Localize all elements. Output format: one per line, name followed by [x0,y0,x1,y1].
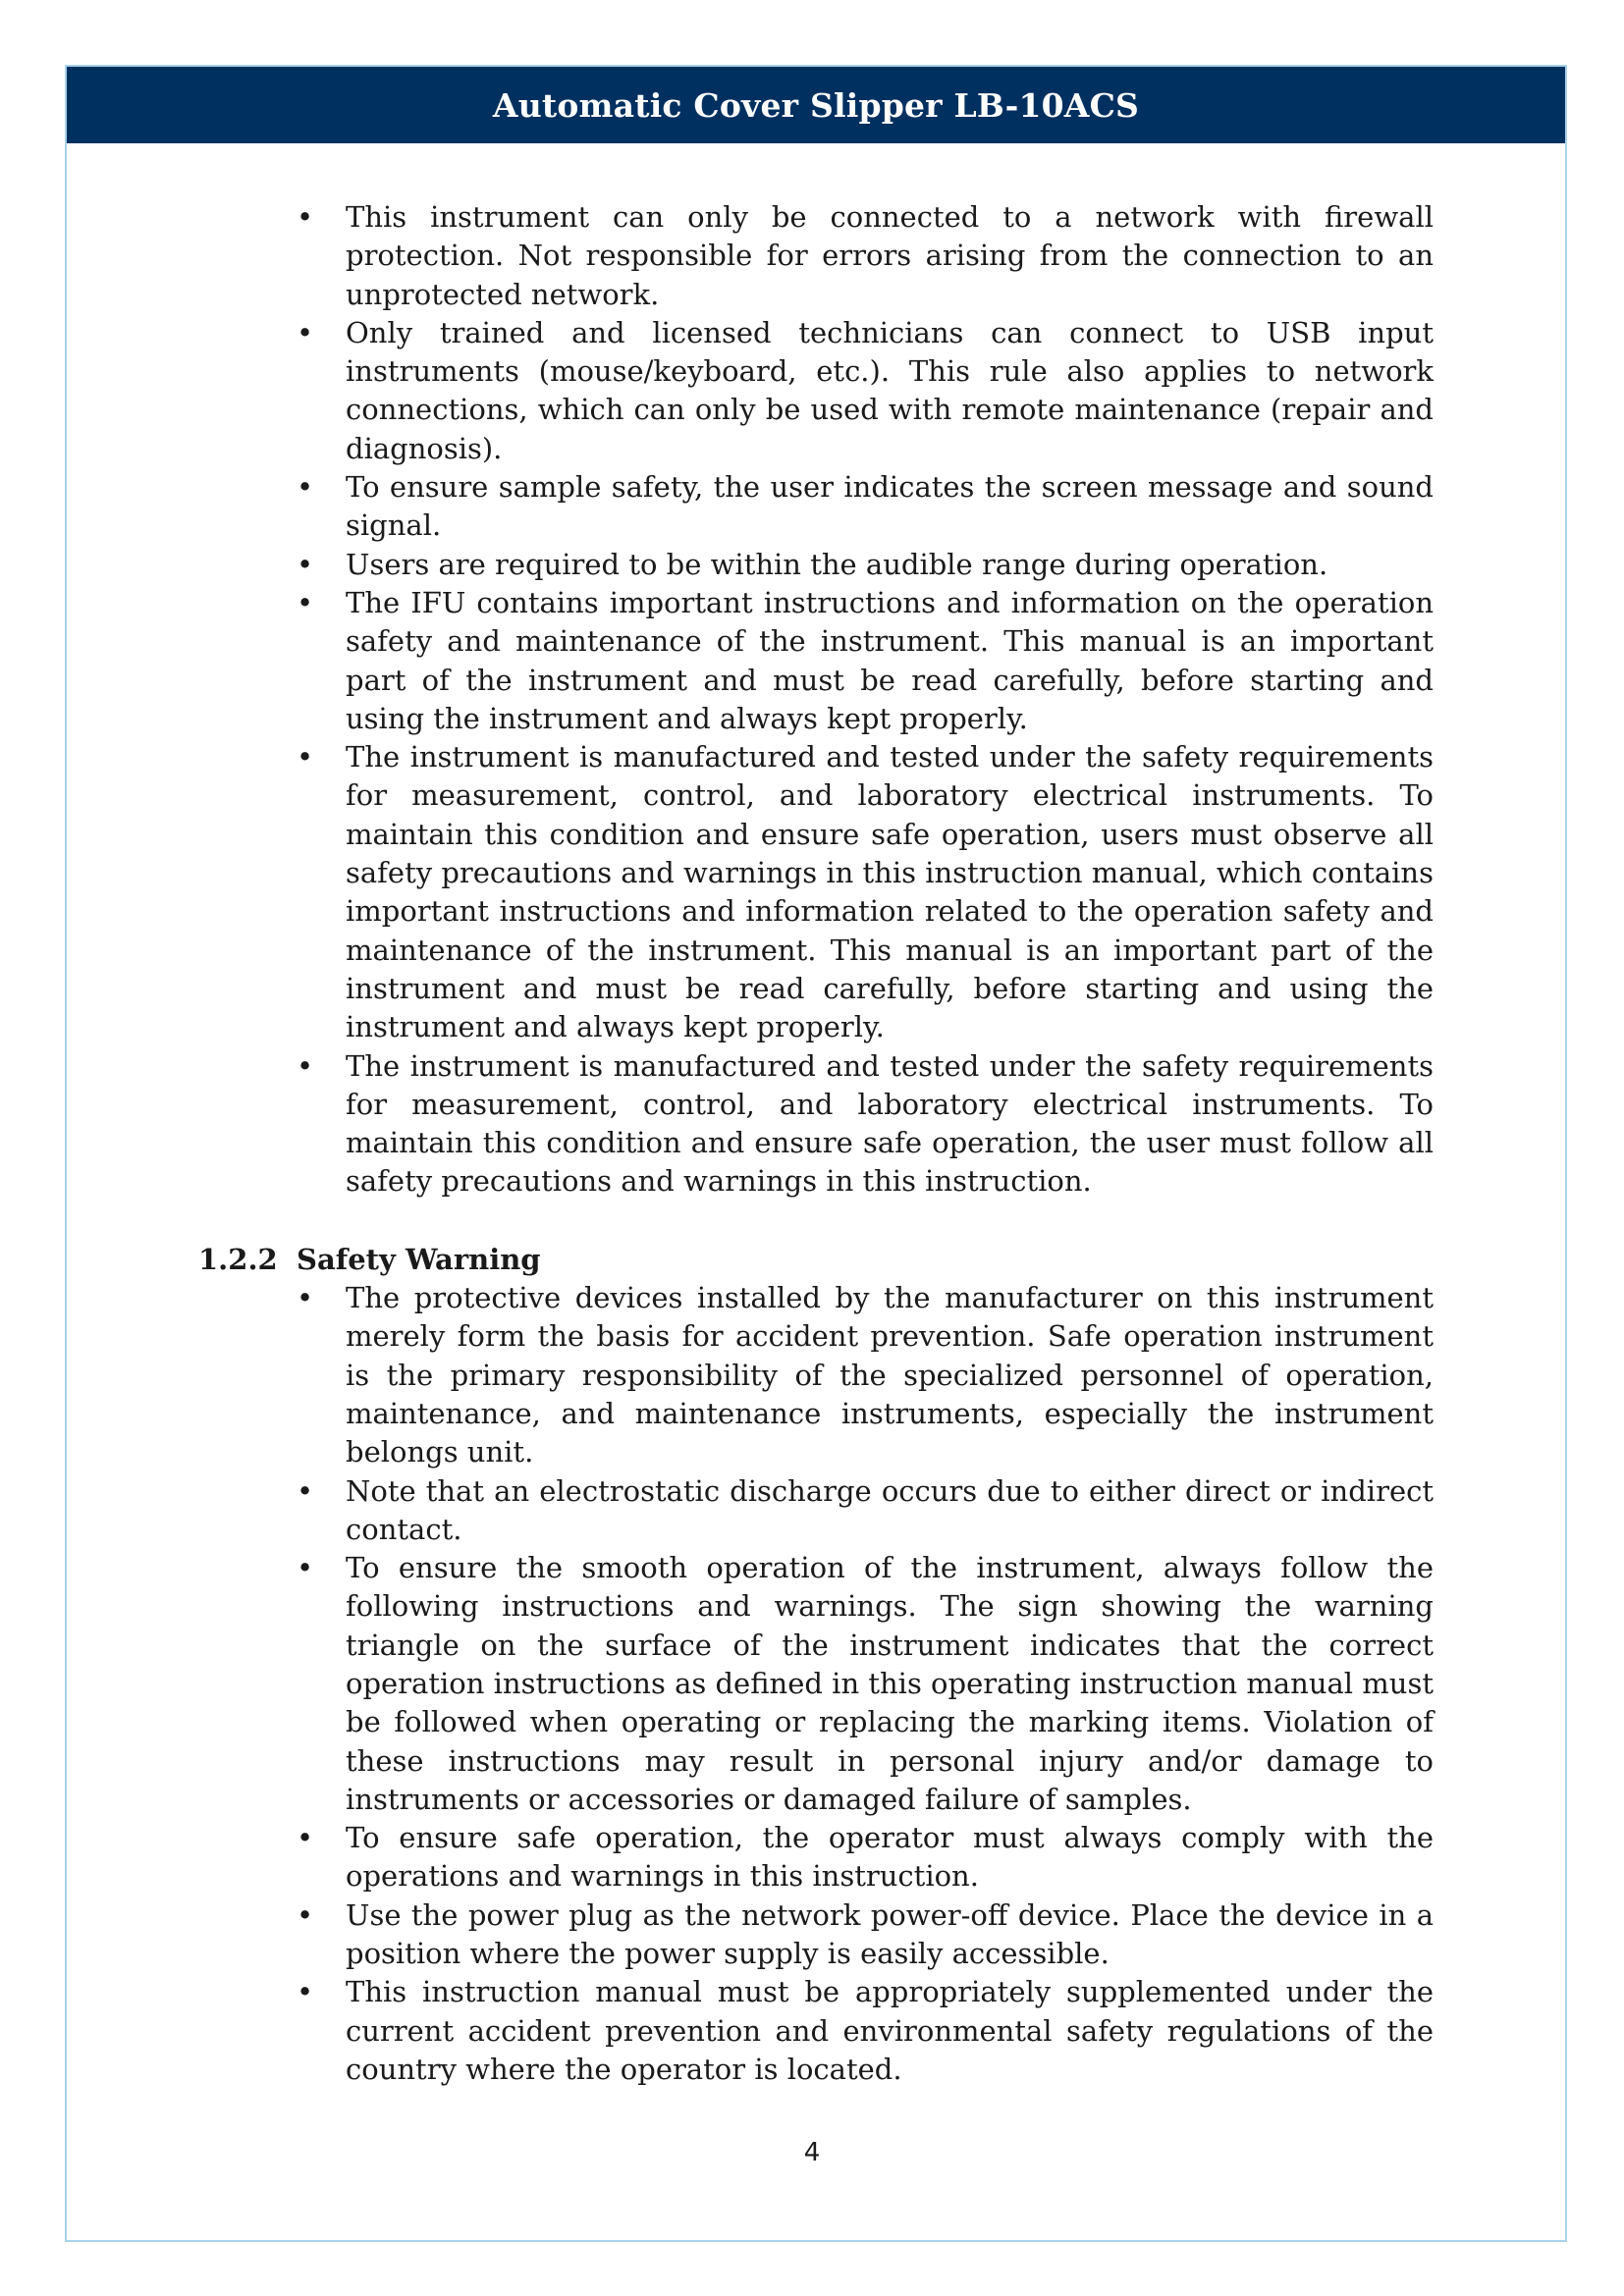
bullet-text: To ensure safe operation, the operator must always comply with the operations and warnings in this instruction. [346,1821,1434,1894]
bullet-text: Note that an electrostatic discharge occurs due to either direct or indirect contact. [346,1473,1434,1546]
bullet-item [198,1549,1434,1819]
intro-bullet-list [198,198,1434,1201]
bullet-text: The instrument is manufactured and tested under the safety requirements for measurement, control, and laboratory electrical instruments. To maintain this condition and ensure safe operation, users must observe all safety precautions and warnings in this instruction manual, which contains important instructions and information related to the operation safety and maintenance of the instrument. This manual is an important part of the instrument and must be read carefully, before starting and using the instrument and always kept properly. [346,740,1434,1044]
bullet-item [198,584,1434,738]
bullet-icon: • [297,740,314,774]
document-title: Automatic Cover Slipper LB-10ACS [492,85,1140,125]
bullet-item [198,546,1434,584]
bullet-item [198,198,1434,314]
bullet-item [198,1973,1434,2089]
bullet-icon: • [297,1821,314,1855]
bullet-item [198,314,1434,468]
page-number: 4 [803,2138,821,2167]
bullet-text: To ensure sample safety, the user indicates the screen message and sound signal. [346,470,1434,543]
bullet-text: The instrument is manufactured and tested under the safety requirements for measurement, control, and laboratory electrical instruments. To maintain this condition and ensure safe operation, the user must follow all safety precautions and warnings in this instruction. [346,1048,1434,1199]
bullet-item [198,468,1434,546]
bullet-text: To ensure the smooth operation of the instrument, always follow the following instructions and warnings. The sign showing the warning triangle on the surface of the instrument indicates that the correct operation instructions as defined in this operating instruction manual must be followed when operating or replacing the marking items. Violation of these instructions may result in personal injury and/or damage to instruments or accessories or damaged failure of samples. [346,1551,1434,1816]
bullet-text: Only trained and licensed technicians can connect to USB input instruments (mouse/keyboard, etc.). This rule also applies to network connections, which can only be used with remote maintenance (repair and diagnosis). [346,315,1434,465]
bullet-text: The IFU contains important instructions and information on the operation safety and maintenance of the instrument. This manual is an important part of the instrument and must be read carefully, before starting and using the instrument and always kept properly. [346,585,1434,735]
bullet-icon: • [297,470,314,505]
bullet-item [198,1047,1434,1201]
bullet-icon: • [297,1975,314,2009]
bullet-icon: • [297,1551,314,1585]
bullet-text: This instruction manual must be appropriately supplemented under the current accident prevention and environmental safety regulations of the country where the operator is located. [346,1975,1434,2086]
bullet-icon: • [297,585,314,619]
page-content [198,198,1434,2089]
bullet-item [198,1279,1434,1471]
section-heading [198,1241,1434,1279]
bullet-item [198,1819,1434,1896]
bullet-icon: • [297,1473,314,1508]
bullet-icon: • [297,1048,314,1083]
bullet-text: This instrument can only be connected to a network with firewall protection. Not responsible for errors arising from the connection to an unprotected network. [346,200,1434,311]
bullet-text: Users are required to be within the audible range during operation. [346,547,1328,581]
bullet-text: Use the power plug as the network power-off device. Place the device in a position where the power supply is easily accessible. [346,1897,1434,1971]
section-number: 1.2.2 [198,1242,278,1276]
bullet-item [198,738,1434,1046]
bullet-icon: • [297,315,314,349]
bullet-icon: • [297,1897,314,1932]
bullet-item [198,1896,1434,1974]
section-title: Safety Warning [297,1242,541,1276]
bullet-icon: • [297,200,314,234]
bullet-item [198,1472,1434,1550]
bullet-icon: • [297,1281,314,1315]
safety-warning-bullet-list [198,1279,1434,2089]
bullet-icon: • [297,547,314,581]
bullet-text: The protective devices installed by the manufacturer on this instrument merely form the basis for accident prevention. Safe operation instrument is the primary responsibility of the specialized personnel of operation, maintenance, and maintenance instruments, especially the instrument belongs unit. [346,1281,1434,1469]
header-bar [67,67,1565,143]
